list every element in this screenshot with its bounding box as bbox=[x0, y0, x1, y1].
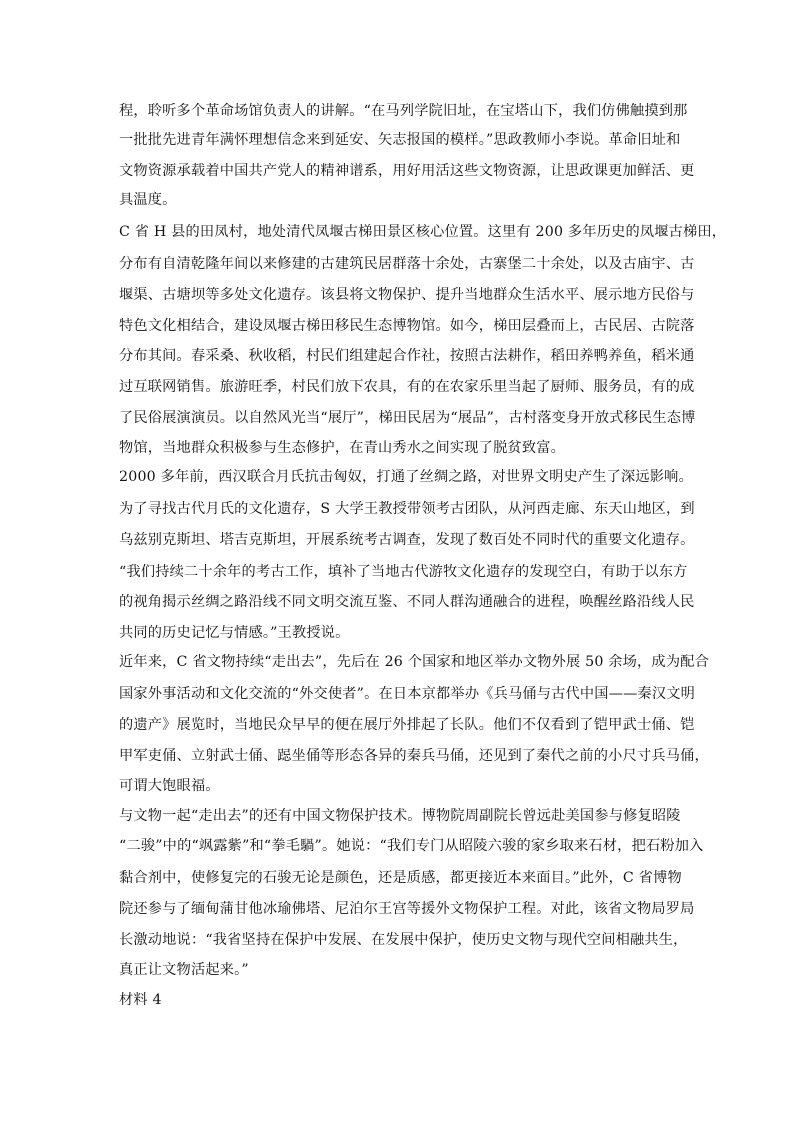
text-line: 的遗产》展览时，当地民众早早的便在展厅外排起了长队。他们不仅看到了铠甲武士俑、铠 bbox=[119, 717, 695, 733]
text-line: 分布其间。春采桑、秋收稻，村民们组建起合作社，按照古法耕作，稻田养鸭养鱼，稻米通 bbox=[119, 348, 695, 364]
text-line: 物馆，当地群众积极参与生态修护，在青山秀水之间实现了脱贫致富。 bbox=[119, 440, 566, 456]
text-line: 一批批先进青年满怀理想信念来到延安、矢志报国的模样。”思政教师小李说。革命旧址和 bbox=[119, 132, 681, 148]
text-line: 可谓大饱眼福。 bbox=[119, 778, 220, 794]
text-line: 黏合剂中，使修复完的石骏无论是颜色，还是质感，都更接近本来面目。”此外，C 省博物 bbox=[119, 870, 682, 886]
text-line: 院还参与了缅甸蒲甘他冰瑜佛塔、尼泊尔王宫等援外文物保护工程。对此，该省文物局罗局 bbox=[119, 901, 695, 917]
text-line: 程，聆听多个革命场馆负责人的讲解。“在马列学院旧址，在宝塔山下，我们仿佛触摸到那 bbox=[119, 103, 688, 119]
text-line: 与文物一起“走出去”的还有中国文物保护技术。博物院周副院长曾远赴美国参与修复昭陵 bbox=[119, 808, 681, 824]
text-line: 的视角揭示丝绸之路沿线不同文明交流互鉴、不同人群沟通融合的进程，唤醒丝路沿线人民 bbox=[119, 594, 695, 610]
text-line: “二骏”中的“飒露紫”和“拳毛騧”。她说：“我们专门从昭陵六骏的家乡取来石材，把石粉加入 bbox=[119, 838, 704, 854]
text-line: C 省 H 县的田凤村，地处清代凤堰古梯田景区核心位置。这里有 200 多年历史的凤堰古梯田， bbox=[119, 224, 727, 240]
text-line: 分布有自清乾隆年间以来修建的古建筑民居群落十余处，古寨堡二十余处，以及古庙宇、古 bbox=[119, 256, 695, 272]
text-line: 过互联网销售。旅游旺季，村民们放下农具，有的在农家乐里当起了厨师、服务员，有的成 bbox=[119, 379, 695, 395]
text-line: 近年来，C 省文物持续“走出去”，先后在 26 个国家和地区举办文物外展 50 余场，成为配合 bbox=[119, 654, 709, 670]
text-line: 乌兹别克斯坦、塔吉克斯坦，开展系统考古调查，发现了数百处不同时代的重要文化遗存。 bbox=[119, 532, 695, 548]
text-line: 为了寻找古代月氏的文化遗存，S 大学王教授带领考古团队，从河西走廊、东天山地区，到 bbox=[119, 501, 695, 517]
text-line: 了民俗展演演员。以自然风光当“展厅”，梯田民居为“展品”，古村落变身开放式移民生态博 bbox=[119, 410, 696, 426]
text-line: 真正让文物活起来。” bbox=[119, 962, 249, 978]
text-line: 特色文化相结合，建设凤堰古梯田移民生态博物馆。如今，梯田层叠而上，古民居、古院落 bbox=[119, 318, 695, 334]
text-line: 具温度。 bbox=[119, 192, 177, 208]
text-line: 文物资源承载着中国共产党人的精神谱系，用好用活这些文物资源，让思政课更加鲜活、更 bbox=[119, 163, 695, 179]
text-line: 堰渠、古塘坝等多处文化遗存。该县将文物保护、提升当地群众生活水平、展示地方民俗与 bbox=[119, 287, 695, 303]
text-line: 材料 4 bbox=[119, 992, 162, 1008]
text-line: “我们持续二十余年的考古工作，填补了当地古代游牧文化遗存的发现空白，有助于以东方 bbox=[119, 564, 688, 580]
text-line: 长激动地说：“我省坚持在保护中发展、在发展中保护，使历史文物与现代空间相融共生， bbox=[119, 932, 688, 948]
text-line: 甲军吏俑、立射武士俑、跽坐俑等形态各异的秦兵马俑，还见到了秦代之前的小尺寸兵马俑， bbox=[119, 748, 709, 764]
text-line: 共同的历史记忆与情感。”王教授说。 bbox=[119, 625, 350, 641]
text-line: 国家外事活动和文化交流的“外交使者”。在日本京都举办《兵马俑与古代中国——秦汉文明 bbox=[119, 686, 696, 702]
text-line: 2000 多年前，西汉联合月氏抗击匈奴，打通了丝绸之路，对世界文明史产生了深远影响。 bbox=[119, 469, 693, 485]
